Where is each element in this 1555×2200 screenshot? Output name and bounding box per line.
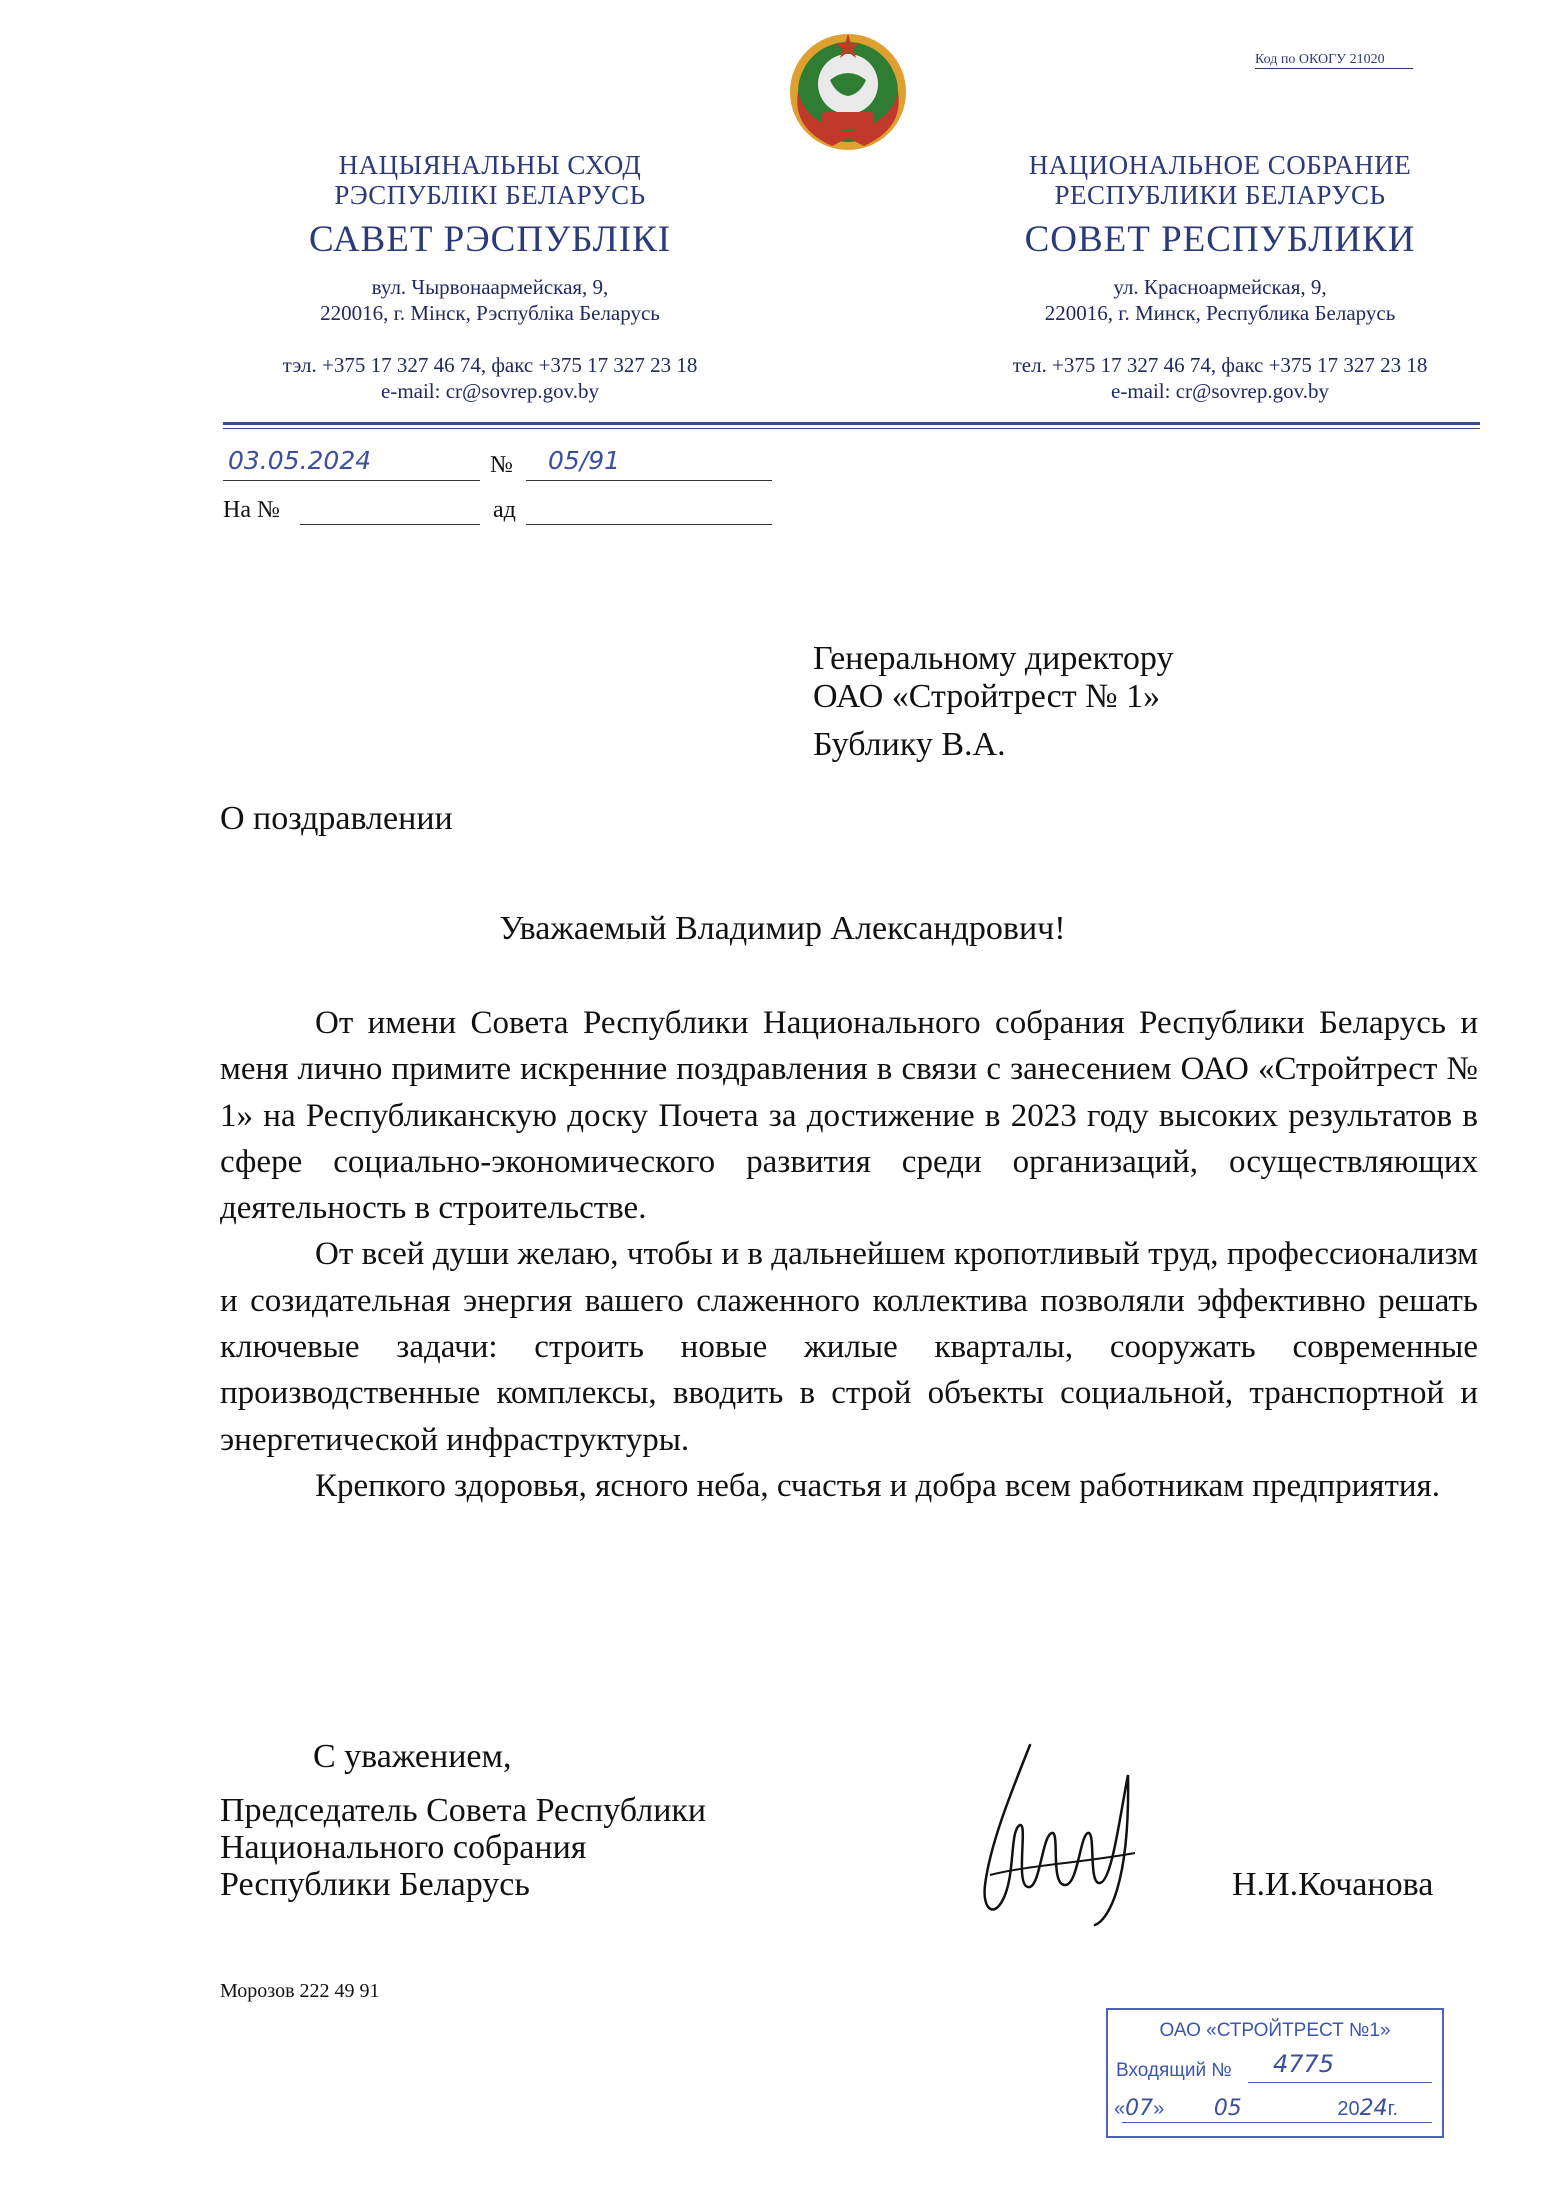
incoming-stamp: [1106, 2008, 1444, 2138]
stamp-month: 05: [1213, 2096, 1242, 2121]
state-emblem-icon: [782, 28, 914, 154]
header-right-address2: 220016, г. Минск, Республика Беларусь: [1044, 301, 1396, 325]
header-right-title: СОВЕТ РЕСПУБЛИКИ: [1024, 219, 1416, 260]
reference-date-label: ад: [493, 497, 516, 523]
header-left-address2: 220016, г. Мінск, Рэспубліка Беларусь: [320, 301, 660, 325]
okogu-code: Код по ОКОГУ 21020: [1255, 52, 1413, 69]
header-left-title: САВЕТ РЭСПУБЛІКІ: [308, 219, 672, 260]
header-left-phone: тэл. +375 17 327 46 74, факс +375 17 327 23 18: [282, 353, 698, 377]
stamp-quote-close: »: [1153, 2098, 1165, 2120]
addressee-line1: Генеральному директору: [813, 640, 1174, 677]
stamp-incoming-label: Входящий №: [1116, 2060, 1232, 2081]
signatory-title: [220, 1792, 706, 1903]
reference-date-underline: [526, 524, 772, 525]
number-underline: [526, 480, 772, 481]
registration-date: 03.05.2024: [228, 446, 372, 475]
header-right-phone: тел. +375 17 327 46 74, факс +375 17 327 23 18: [1012, 353, 1428, 377]
header-left-email: e-mail: cr@sovrep.gov.by: [381, 379, 599, 403]
stamp-number-line: [1248, 2082, 1432, 2083]
signatory-name: Н.И.Кочанова: [1232, 1866, 1434, 1903]
header-right: [910, 150, 1530, 404]
reference-number-label: На №: [223, 497, 280, 523]
stamp-year-suffix: 24: [1359, 2096, 1388, 2121]
registration-number: 05/91: [548, 446, 621, 475]
stamp-year-prefix: 20: [1337, 2098, 1360, 2120]
handwritten-signature: [970, 1735, 1145, 1930]
signatory-title-line2: Национального собрания: [220, 1829, 587, 1866]
addressee-line2: ОАО «Стройтрест № 1»: [813, 678, 1161, 715]
subject: О поздравлении: [220, 800, 453, 837]
stamp-date-row: [1114, 2096, 1398, 2121]
stamp-org: ОАО «СТРОЙТРЕСТ №1»: [1159, 2020, 1391, 2041]
stamp-day: 07: [1125, 2096, 1154, 2121]
addressee: [813, 640, 1174, 764]
header-right-address1: ул. Красноармейская, 9,: [1113, 275, 1327, 299]
signatory-title-line3: Республики Беларусь: [220, 1866, 530, 1903]
header-left: [200, 150, 780, 404]
executor-contact: Морозов 222 49 91: [220, 1980, 380, 2002]
header-left-address1: вул. Чырвонаармейская, 9,: [371, 275, 609, 299]
paragraph-1: От имени Совета Республики Национального собрания Республики Беларусь и меня лично примите искренние поздравления в связи с занесением ОАО «Стройтрест № 1» на Республиканскую доску Почета за достижение в 2023 году высоких результатов в сфере социально-экономического развития среди организаций, осуществляющих деятельность в строительстве.: [220, 1005, 1478, 1227]
paragraph-3: Крепкого здоровья, ясного неба, счастья и добра всем работникам предприятия.: [315, 1467, 1440, 1504]
header-rule-thin: [223, 428, 1480, 429]
stamp-date-line: [1122, 2122, 1432, 2123]
date-underline: [223, 480, 480, 481]
header-left-line1: НАЦЫЯНАЛЬНЫ СХОД: [338, 150, 642, 180]
stamp-quote-open: «: [1114, 2098, 1126, 2120]
signatory-title-line1: Председатель Совета Республики: [220, 1792, 707, 1829]
header-right-email: e-mail: cr@sovrep.gov.by: [1111, 379, 1329, 403]
paragraph-2: От всей души желаю, чтобы и в дальнейшем кропотливый труд, профессионализм и созидательная энергия вашего слаженного коллектива позволяли эффективно решать ключевые задачи: строить новые жилые кварталы, сооружать современные производственные комплексы, вводить в строй объекты социальной, транспортной и энергетической инфраструктуры.: [220, 1236, 1478, 1458]
reference-number-underline: [300, 524, 480, 525]
stamp-incoming-number: 4775: [1273, 2050, 1335, 2078]
header-right-line1: НАЦИОНАЛЬНОЕ СОБРАНИЕ: [1028, 150, 1412, 180]
greeting: Уважаемый Владимир Александрович!: [499, 910, 1066, 947]
header-right-line2: РЕСПУБЛИКИ БЕЛАРУСЬ: [1054, 180, 1386, 210]
header-rule: [223, 422, 1480, 425]
closing-regards: С уважением,: [313, 1738, 512, 1775]
addressee-line3: Бублику В.А.: [813, 726, 1006, 763]
letter-body: [220, 1000, 1478, 1509]
registration-number-label: №: [490, 452, 513, 478]
stamp-year-unit: г.: [1387, 2098, 1399, 2120]
header-left-line2: РЭСПУБЛІКІ БЕЛАРУСЬ: [334, 180, 646, 210]
